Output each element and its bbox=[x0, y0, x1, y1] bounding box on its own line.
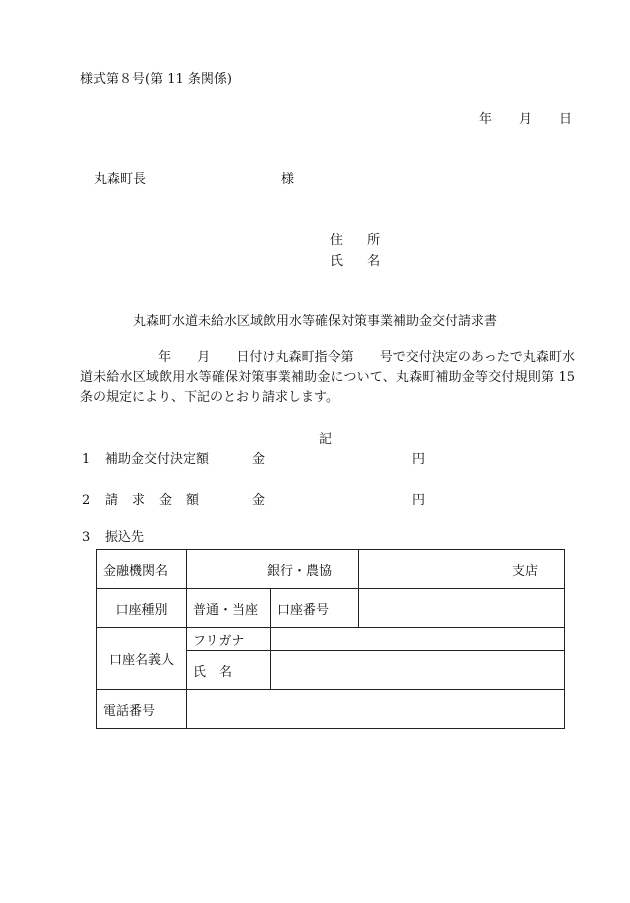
applicant-address-label: 住 所 bbox=[330, 233, 391, 248]
item-number: 2 bbox=[82, 493, 91, 508]
account-number-field[interactable] bbox=[359, 589, 565, 628]
institution-label: 金融機関名 bbox=[97, 550, 187, 589]
phone-label: 電話番号 bbox=[97, 690, 187, 729]
holder-name-label: 氏 名 bbox=[187, 651, 271, 690]
row-phone bbox=[97, 690, 565, 729]
form-number: 様式第８号(第 11 条関係) bbox=[80, 72, 232, 87]
item-unit: 円 bbox=[412, 493, 426, 508]
item-label: 請求金額 bbox=[105, 493, 214, 508]
furigana-field[interactable] bbox=[271, 628, 565, 651]
furigana-label: フリガナ bbox=[187, 628, 271, 651]
item-label: 補助金交付決定額 bbox=[105, 452, 210, 467]
date-day-label: 日 bbox=[559, 112, 573, 127]
notice-heading: 記 bbox=[319, 432, 333, 447]
item-number: 3 bbox=[82, 530, 91, 545]
item-label: 振込先 bbox=[105, 530, 145, 545]
bank-account-table bbox=[96, 549, 565, 729]
account-holder-label: 口座名義人 bbox=[97, 628, 187, 690]
account-type-value: 普通・当座 bbox=[187, 589, 271, 628]
institution-value: 銀行・農協 bbox=[187, 550, 359, 589]
addressee-honorific: 様 bbox=[281, 172, 295, 187]
row-account-type bbox=[97, 589, 565, 628]
item-prefix: 金 bbox=[252, 452, 266, 467]
item-prefix: 金 bbox=[252, 493, 266, 508]
date-year-label: 年 bbox=[479, 112, 493, 127]
item-number: 1 bbox=[82, 452, 91, 467]
branch-label: 支店 bbox=[359, 550, 565, 589]
addressee-name: 丸森町長 bbox=[94, 172, 147, 187]
phone-field[interactable] bbox=[187, 690, 565, 729]
document-title: 丸森町水道未給水区域飲用水等確保対策事業補助金交付請求書 bbox=[132, 314, 497, 329]
row-financial-institution bbox=[97, 550, 565, 589]
applicant-name-label: 氏 名 bbox=[330, 254, 391, 269]
account-type-label: 口座種別 bbox=[97, 589, 187, 628]
row-account-holder-furigana bbox=[97, 628, 565, 651]
date-month-label: 月 bbox=[519, 112, 533, 127]
account-number-label: 口座番号 bbox=[271, 589, 359, 628]
item-unit: 円 bbox=[412, 452, 426, 467]
holder-name-field[interactable] bbox=[271, 651, 565, 690]
request-paragraph: 年 月 日付け丸森町指令第 号で交付決定のあったで丸森町水道未給水区域飲用水等確保対策事業補助金について、丸森町補助金等交付規則第 15 条の規定により、下記のとおり請求します。 bbox=[80, 350, 575, 405]
